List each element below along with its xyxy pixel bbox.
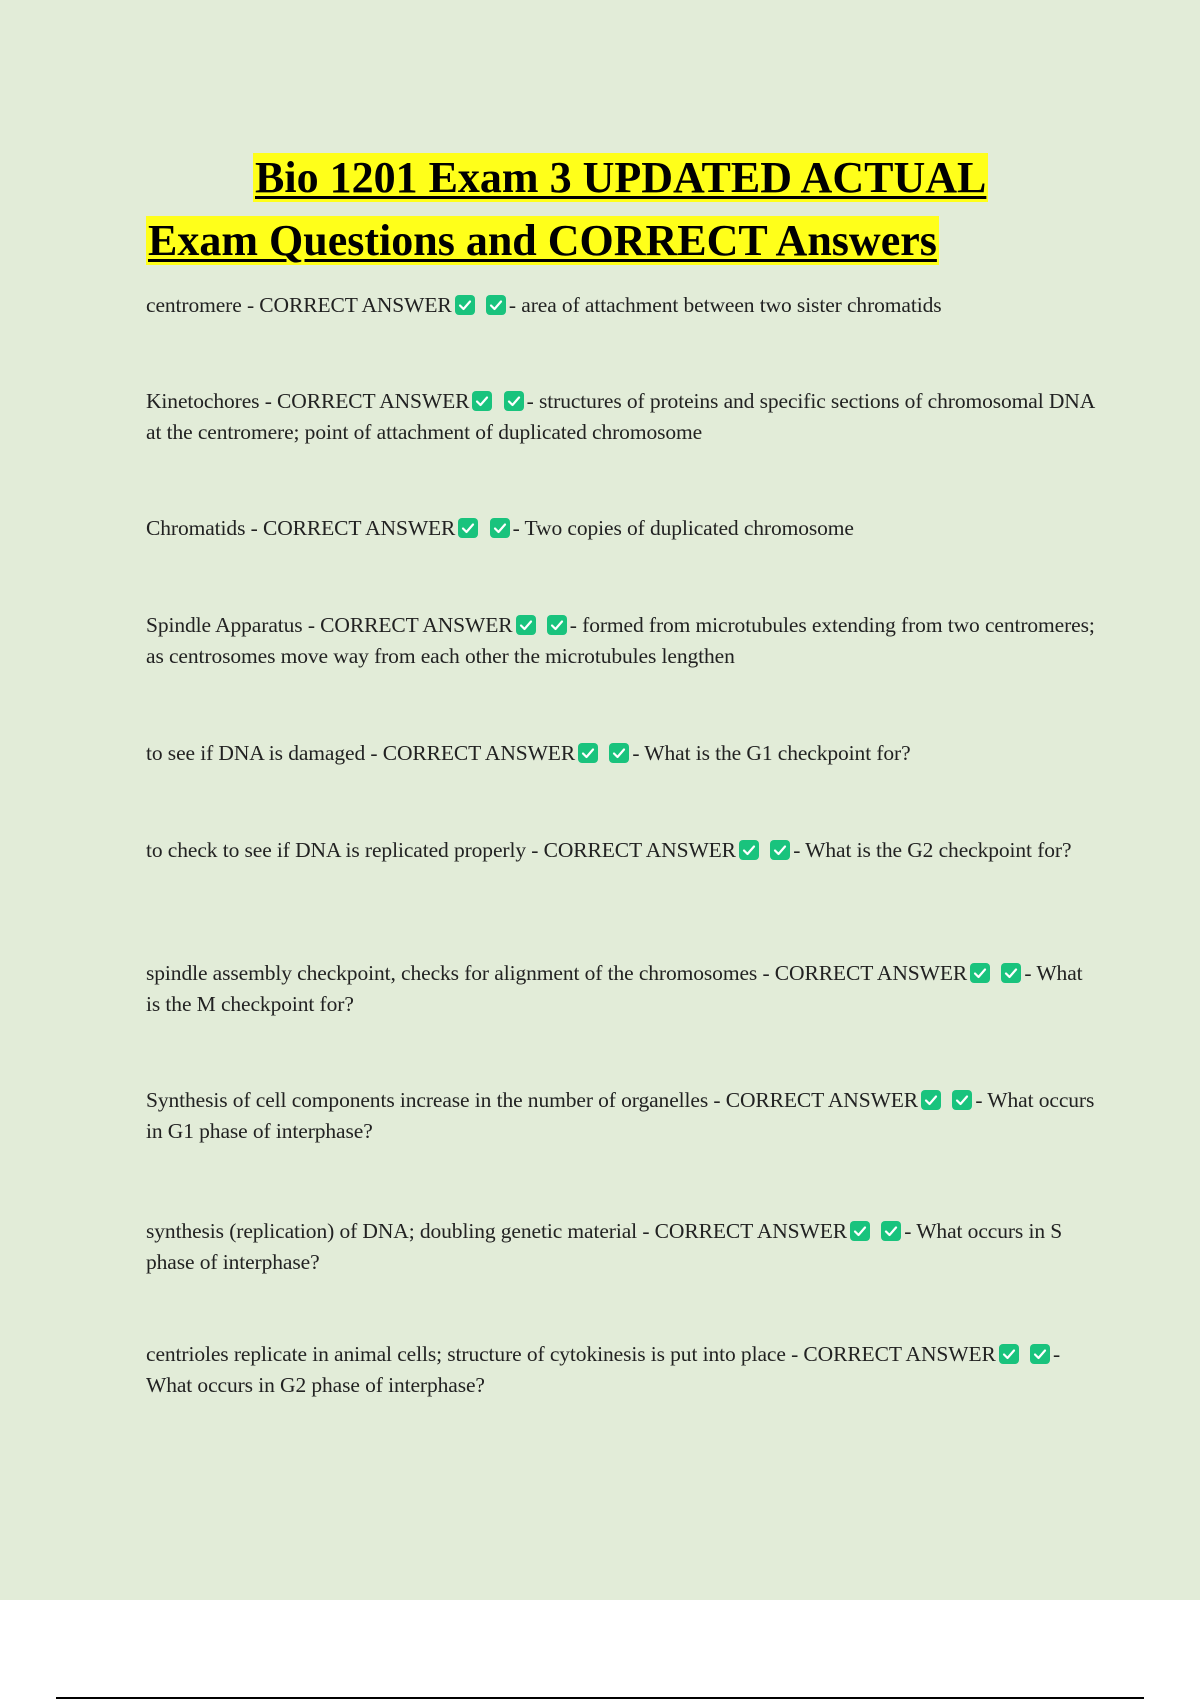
qa-entry bbox=[146, 290, 1096, 321]
entry-definition: - What is the M checkpoint for? bbox=[146, 961, 1083, 1016]
entry-separator: - CORRECT ANSWER bbox=[241, 293, 452, 317]
entry-definition: - structures of proteins and specific sections of chromosomal DNA at the centromere; point of attachment of duplicated chromosome bbox=[146, 389, 1094, 444]
entry-definition: - What occurs in G2 phase of interphase? bbox=[146, 1342, 1061, 1397]
check-box-icon bbox=[472, 391, 492, 411]
check-box-icon bbox=[952, 1090, 972, 1110]
entry-separator: - CORRECT ANSWER bbox=[637, 1219, 848, 1243]
entry-definition: - What is the G1 checkpoint for? bbox=[632, 741, 911, 765]
qa-entry bbox=[146, 835, 1096, 866]
check-box-icon bbox=[609, 743, 629, 763]
qa-entry bbox=[146, 1216, 1096, 1278]
entry-term: synthesis (replication) of DNA; doubling genetic material bbox=[146, 1219, 638, 1243]
entry-separator: - CORRECT ANSWER bbox=[302, 613, 513, 637]
check-box-icon bbox=[578, 743, 598, 763]
entry-separator: - CORRECT ANSWER bbox=[259, 389, 470, 413]
check-box-icon bbox=[850, 1221, 870, 1241]
document-title bbox=[146, 146, 1096, 272]
check-box-icon bbox=[881, 1221, 901, 1241]
entry-separator: - CORRECT ANSWER bbox=[757, 961, 968, 985]
check-box-icon bbox=[739, 840, 759, 860]
entry-definition: - What occurs in S phase of interphase? bbox=[146, 1219, 1063, 1274]
entry-term: centrioles replicate in animal cells; structure of cytokinesis is put into place bbox=[146, 1342, 786, 1366]
entry-term: centromere bbox=[146, 293, 242, 317]
check-box-icon bbox=[921, 1090, 941, 1110]
check-box-icon bbox=[486, 295, 506, 315]
check-box-icon bbox=[547, 615, 567, 635]
entry-separator: - CORRECT ANSWER bbox=[525, 838, 736, 862]
entry-term: Spindle Apparatus bbox=[146, 613, 303, 637]
entry-term: Chromatids bbox=[146, 516, 246, 540]
qa-entry bbox=[146, 1339, 1096, 1401]
check-box-icon bbox=[999, 1344, 1019, 1364]
check-box-icon bbox=[458, 518, 478, 538]
qa-entry bbox=[146, 1085, 1096, 1147]
entry-term: to check to see if DNA is replicated properly bbox=[146, 838, 526, 862]
title-line-2: Exam Questions and CORRECT Answers bbox=[148, 216, 937, 265]
check-box-icon bbox=[970, 963, 990, 983]
entry-definition: - What is the G2 checkpoint for? bbox=[793, 838, 1072, 862]
check-box-icon bbox=[455, 295, 475, 315]
qa-entry bbox=[146, 738, 1096, 769]
entry-separator: - CORRECT ANSWER bbox=[708, 1088, 919, 1112]
entry-definition: - formed from microtubules extending from two centromeres; as centrosomes move way from each other the microtubules lengthen bbox=[146, 613, 1095, 668]
title-line-1: Bio 1201 Exam 3 UPDATED ACTUAL bbox=[255, 153, 987, 202]
page-divider bbox=[56, 1697, 1144, 1699]
entry-definition: - area of attachment between two sister chromatids bbox=[508, 293, 942, 317]
qa-entry bbox=[146, 610, 1096, 672]
qa-entry bbox=[146, 513, 1096, 544]
entry-term: Kinetochores bbox=[146, 389, 260, 413]
entry-term: spindle assembly checkpoint, checks for alignment of the chromosomes bbox=[146, 961, 758, 985]
qa-entry bbox=[146, 386, 1096, 448]
entry-separator: - CORRECT ANSWER bbox=[245, 516, 456, 540]
check-box-icon bbox=[1030, 1344, 1050, 1364]
check-box-icon bbox=[504, 391, 524, 411]
entry-separator: - CORRECT ANSWER bbox=[785, 1342, 996, 1366]
check-box-icon bbox=[490, 518, 510, 538]
entry-definition: - What occurs in G1 phase of interphase? bbox=[146, 1088, 1095, 1143]
entry-separator: - CORRECT ANSWER bbox=[365, 741, 576, 765]
qa-entry bbox=[146, 958, 1096, 1020]
entry-term: Synthesis of cell components increase in the number of organelles bbox=[146, 1088, 709, 1112]
check-box-icon bbox=[516, 615, 536, 635]
check-box-icon bbox=[770, 840, 790, 860]
check-box-icon bbox=[1001, 963, 1021, 983]
entry-term: to see if DNA is damaged bbox=[146, 741, 366, 765]
entry-definition: - Two copies of duplicated chromosome bbox=[512, 516, 854, 540]
